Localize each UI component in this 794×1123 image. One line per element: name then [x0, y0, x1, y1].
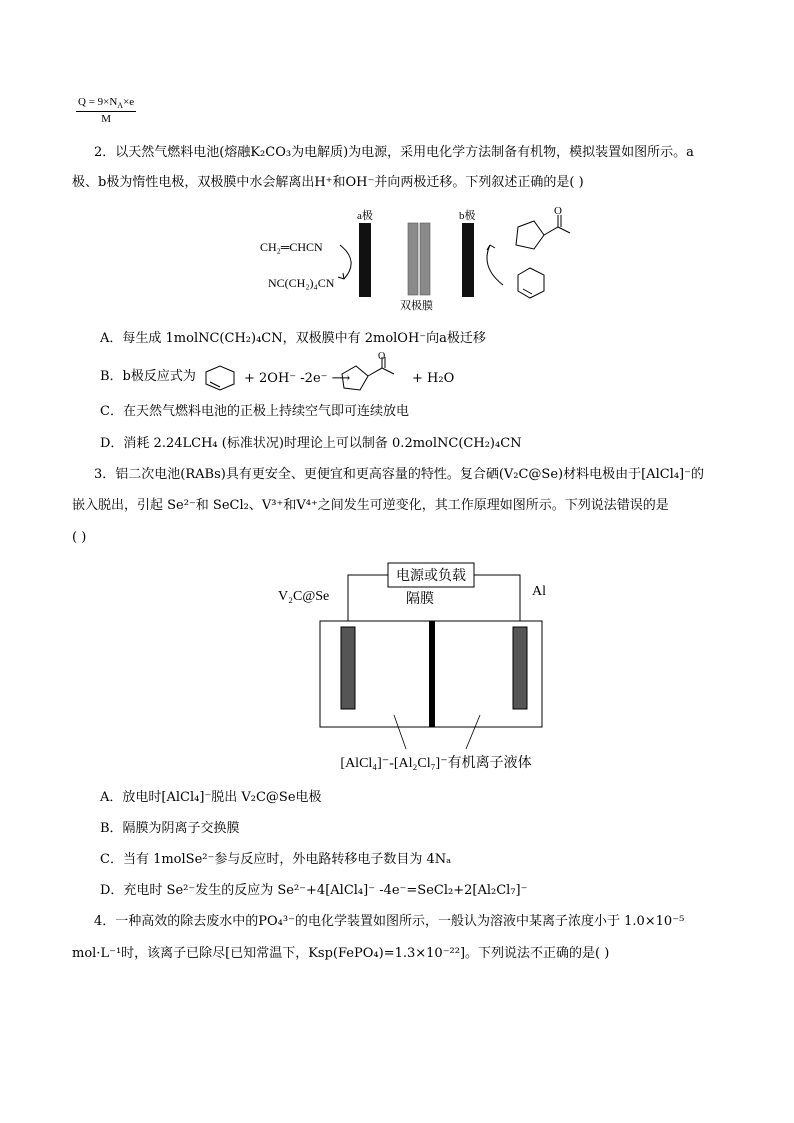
cyclopentane-ring	[516, 221, 544, 249]
q3-stem-line2: 嵌入脱出，引起 Se²⁻和 SeCl₂、V³⁺和V⁴⁺之间发生可逆变化，其工作原理如图所示。下列说法错误的是	[72, 498, 669, 513]
q2-stem-line1: 2．以天然气燃料电池(熔融K₂CO₃为电解质)为电源，采用电化学方法制备有机物，模拟装置如图所示。a	[94, 145, 694, 160]
bipolar-membrane-right	[420, 223, 430, 295]
separator-membrane	[429, 621, 435, 727]
q2-option-b-middle: + 2OH⁻ -2e⁻ ⟶	[244, 371, 351, 386]
b-cyclohexene-ring	[206, 366, 234, 390]
formula-denominator: M	[101, 113, 111, 126]
formula-fraction	[76, 96, 136, 125]
a-reaction-arrow	[340, 245, 351, 279]
aldehyde-oxygen: O	[554, 205, 562, 217]
q3-option-d: D．充电时 Se²⁻发生的反应为 Se²⁻+4[AlCl₄]⁻ -4e⁻=SeCl₂+2[Al₂Cl₇]⁻	[100, 883, 528, 898]
b-electrode	[462, 223, 474, 297]
q3-option-a: A．放电时[AlCl₄]⁻脱出 V₂C@Se电极	[100, 790, 322, 805]
b-aldehyde-chain	[368, 368, 394, 376]
a-electrode-label: a极	[357, 210, 373, 222]
a-electrode	[359, 223, 371, 297]
separator-label: 隔膜	[406, 592, 434, 607]
b-electrode-label: b极	[459, 210, 476, 222]
q2-option-b-aldehyde	[336, 352, 406, 394]
q3-stem-line3: ( )	[72, 530, 87, 545]
q2-option-b-prefix: B．b极反应式为	[100, 369, 196, 384]
q2-figure	[240, 205, 580, 320]
q4-stem-line1: 4．一种高效的除去废水中的PO₄³⁻的电化学装置如图所示，一般认为溶液中某离子浓度小于 1.0×10⁻⁵	[94, 914, 685, 929]
cyclohexene-double-bond	[523, 289, 532, 294]
q2-option-d: D．消耗 2.24LCH₄ (标准状况)时理论上可以制备 0.2molNC(CH₂)₄CN	[100, 436, 522, 451]
al-electrode	[513, 627, 527, 709]
bipolar-membrane-left	[408, 223, 418, 295]
v2c-se-electrode-label: V₂C@Se	[278, 589, 330, 604]
bipolar-membrane-label: 双极膜	[400, 300, 433, 312]
right-wire	[474, 575, 520, 627]
electrolyte-label: [AlCl₄]⁻-[Al₂Cl₇]⁻有机离子液体	[340, 756, 532, 771]
q3-option-b: B．隔膜为阴离子交换膜	[100, 821, 240, 836]
power-load-label: 电源或负载	[396, 569, 466, 584]
q2-option-a: A．每生成 1molNC(CH₂)₄CN，双极膜中有 2molOH⁻向a极迁移	[100, 331, 486, 346]
aldehyde-chain	[544, 227, 570, 235]
v2c-se-electrode	[341, 627, 355, 709]
q2-option-b-cyclohexene	[202, 364, 240, 392]
formula-numerator: $Q = 9\times N_A\times e$	[78, 96, 135, 111]
b-cyclopentane-ring	[342, 366, 368, 390]
product-adiponitrile: NC(CH₂)₄CN	[268, 276, 335, 290]
q3-stem-line1: 3．铝二次电池(RABs)具有更安全、更便宜和更高容量的特性。复合硒(V₂C@Se)材料电极由于[AlCl₄]⁻的	[94, 467, 704, 482]
q4-stem-line2: mol·L⁻¹时，该离子已除尽[已知常温下，Ksp(FePO₄)=1.3×10⁻²²]。下列说法不正确的是( )	[72, 946, 610, 961]
q3-battery-figure	[270, 555, 570, 777]
q2-stem-line2: 极、b极为惰性电极，双极膜中水会解离出H⁺和OH⁻并向两极迁移。下列叙述正确的是( )	[72, 175, 584, 190]
q2-option-b	[100, 368, 196, 386]
left-wire	[348, 575, 388, 627]
a-arrow-head	[338, 273, 344, 279]
q2-option-c: C．在天然气燃料电池的正极上持续空气即可连续放电	[100, 404, 409, 419]
q2-option-b-suffix: + H₂O	[412, 371, 455, 386]
q3-option-c: C．当有 1molSe²⁻参与反应时，外电路转移电子数目为 4Nₐ	[100, 852, 452, 867]
al-electrode-label: Al	[532, 584, 546, 599]
b-aldehyde-oxygen: O	[378, 352, 386, 362]
b-reaction-arrow	[487, 245, 503, 285]
reactant-acrylonitrile: CH₂═CHCN	[260, 240, 323, 254]
